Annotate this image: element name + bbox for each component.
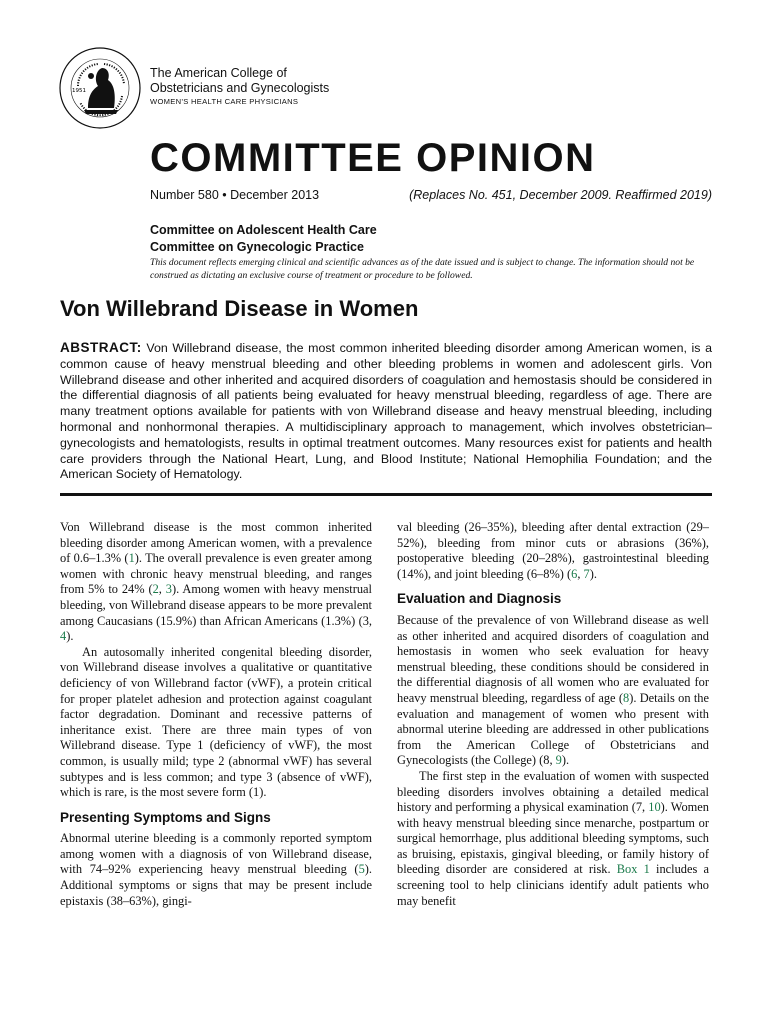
heading-evaluation-diagnosis: Evaluation and Diagnosis <box>397 591 562 607</box>
abstract <box>60 340 712 483</box>
acog-seal-logo <box>58 46 142 130</box>
reference-link[interactable]: 6 <box>571 566 578 581</box>
replaces-note: (Replaces No. 451, December 2009. Reaffirmed 2019) <box>409 188 712 202</box>
paragraph-inheritance: An autosomally inherited congenital bleeding disorder, von Willebrand disease involves a qualitative or quantitative deficiency of von Willebrand factor (vWF), a protein critical for proper platelet adhesion and protection against coagulant factor degradation. Dominant and recessive patterns of inheritance exist. There are three main types of von Willebrand disease. Type 1 (deficiency of vWF), the most common, is usually mild; type 2 (abnormal vWF) has several subtypes and is less common; and type 3 (absence of vWF), which is rare, is the most severe form (1). <box>60 644 372 800</box>
seal-year: 1951 <box>72 88 86 94</box>
committees <box>150 222 377 256</box>
committee-adolescent: Committee on Adolescent Health Care <box>150 223 377 237</box>
reference-link[interactable]: 7 <box>583 566 590 581</box>
abstract-text: Von Willebrand disease, the most common inherited bleeding disorder among American women, is a common cause of heavy menstrual bleeding and other bleeding problems in women and adolescent girls. Von Willebrand disease and other inherited and acquired disorders of coagulation and hemostasis should be considered in the differential diagnosis of all patients being evaluated for heavy menstrual bleeding, regardless of age. There are many treatment options available for patients with von Willebrand disease and heavy menstrual bleeding, including hormonal and nonhormonal therapies. A multidisciplinary approach to management, which involves obstetrician–gynecologists and hematologists, results in optimal treatment outcomes. Many resources exist for patients and health care providers through the National Heart, Lung, and Blood Institute; National Hemophilia Foundation; and the American Society of Hematology. <box>60 341 712 482</box>
abstract-label: ABSTRACT: <box>60 340 142 355</box>
reference-link[interactable]: 10 <box>648 800 661 815</box>
document-meta <box>150 188 712 202</box>
reference-link[interactable]: 3 <box>165 582 172 597</box>
reference-link[interactable]: 4 <box>60 629 67 644</box>
organization-name <box>150 66 329 107</box>
reference-link[interactable]: 9 <box>555 753 562 768</box>
org-tagline: WOMEN'S HEALTH CARE PHYSICIANS <box>150 97 299 106</box>
section-divider <box>60 493 712 496</box>
paragraph-symptoms-cont: val bleeding (26–35%), bleeding after dental extraction (29–52%), bleeding from minor cuts or abrasions (36%), postoperative bleeding (20–28%), gastrointestinal bleeding (14%), and joint bleeding (6–8%) (6, 7). <box>397 520 709 581</box>
paragraph-first-step: The first step in the evaluation of women with suspected bleeding disorders involves obtaining a detailed medical history and performing a physical examination (7, 10). Women with heavy menstrual bleeding since menarche, postpartum or surgical hemorrhage, plus additional bleeding symptoms, such as bruising, epistaxis, gingival bleeding, or family history of bleeding disorder are considered at risk. Box 1 includes a screening tool to help clinicians identify adult patients who may benefit <box>397 768 710 908</box>
disclaimer: This document reflects emerging clinical and scientific advances as of the date issued and is subject to change. The information should not be construed as dictating an exclusive course of treatment or procedure to be followed. <box>150 257 695 281</box>
box-1-link[interactable]: Box 1 <box>616 862 650 877</box>
body-column-right <box>397 520 709 909</box>
org-name-line-1: The American College of <box>150 66 287 80</box>
reference-link[interactable]: 8 <box>622 690 630 705</box>
reference-link[interactable]: 5 <box>358 862 365 877</box>
paragraph-symptoms: Abnormal uterine bleeding is a commonly reported symptom among women with a diagnosis of von Willebrand disease, with 74–92% experiencing heavy menstrual bleeding (5). Additional symptoms or signs that may be present include epistaxis (38–63%), gingi- <box>60 831 372 908</box>
document-title: Von Willebrand Disease in Women <box>60 296 419 321</box>
opinion-number: Number 580 • December 2013 <box>150 188 320 202</box>
reference-link[interactable]: 1 <box>128 551 135 566</box>
committee-opinion-title: COMMITTEE OPINION <box>150 136 596 180</box>
body-column-left <box>60 520 372 909</box>
paragraph-evaluation: Because of the prevalence of von Willebrand disease as well as other inherited and acquired disorders of coagulation and hemostasis in women who seek evaluation for heavy menstrual bleeding, these conditions should be considered in the differential diagnosis of all women who are evaluated for heavy menstrual bleeding, regardless of age (8). Details on the evaluation and management of women who present with abnormal uterine bleeding are addressed in other publications from the American College of Obstetricians and Gynecologists (the College) (8, 9). <box>397 612 709 768</box>
committee-gynecologic: Committee on Gynecologic Practice <box>150 240 364 254</box>
heading-presenting-symptoms: Presenting Symptoms and Signs <box>60 809 271 825</box>
reference-link[interactable]: 2 <box>152 582 159 597</box>
org-name-line-2: Obstetricians and Gynecologists <box>150 81 330 95</box>
paragraph-prevalence: Von Willebrand disease is the most common inherited bleeding disorder among American women, with a prevalence of 0.6–1.3% (1). The overall prevalence is even greater among women with chronic heavy menstrual bleeding, and ranges from 5% to 24% (2, 3). Among women with heavy menstrual bleeding, von Willebrand disease appears to be more prevalent among Caucasians (15.9%) than African Americans (1.3%) (3, 4). <box>60 520 372 644</box>
